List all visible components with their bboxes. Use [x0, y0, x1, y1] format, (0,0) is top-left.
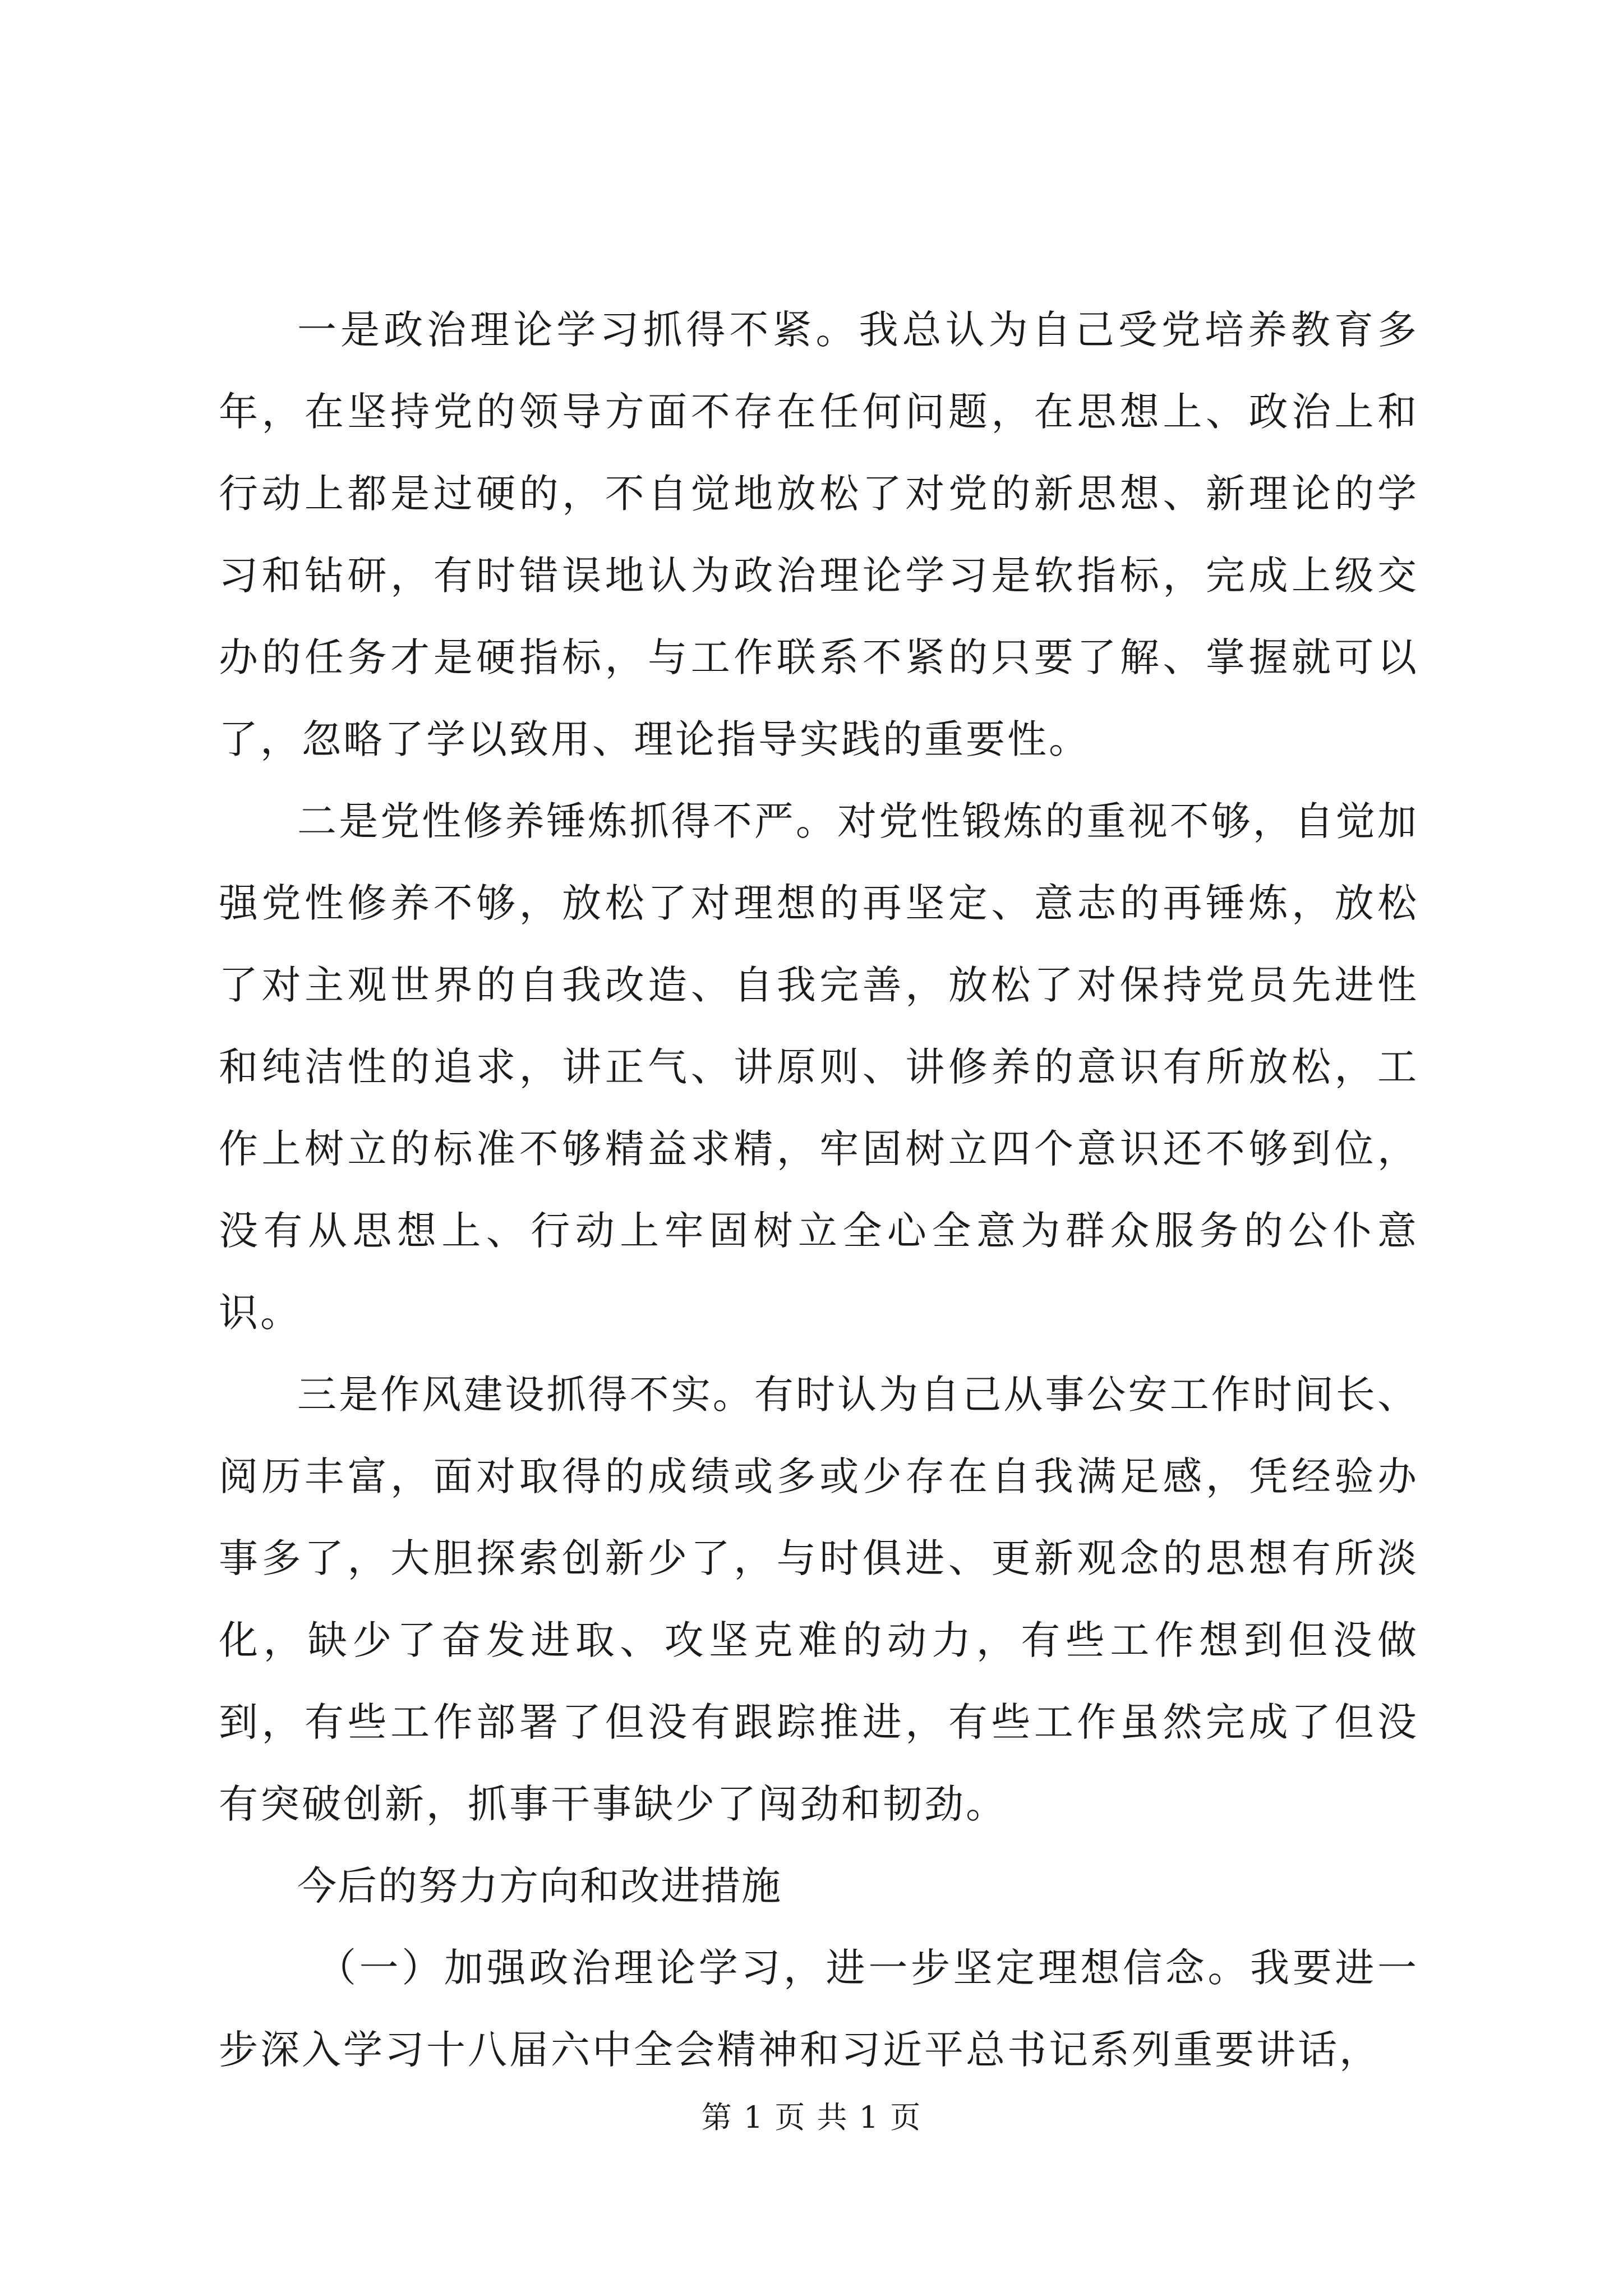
paragraph-political-theory: 一是政治理论学习抓得不紧。我总认为自己受党培养教育多年，在坚持党的领导方面不存在任何问题，在思想上、政治上和行动上都是过硬的，不自觉地放松了对党的新思想、新理论的学习和钻研，有时错误地认为政治理论学习是软指标，完成上级交办的任务才是硬指标，与工作联系不紧的只要了解、掌握就可以了，忽略了学以致用、理论指导实践的重要性。	[219, 307, 1419, 762]
paragraph-party-spirit: 二是党性修养锤炼抓得不严。对党性锻炼的重视不够，自觉加强党性修养不够，放松了对理想的再坚定、意志的再锤炼，放松了对主观世界的自我改造、自我完善，放松了对保持党员先进性和纯洁性的追求，讲正气、讲原则、讲修养的意识有所放松，工作上树立的标准不够精益求精，牢固树立四个意识还不够到位，没有从思想上、行动上牢固树立全心全意为群众服务的公仆意识。	[219, 798, 1419, 1336]
paragraph-measure-one: （一）加强政治理论学习，进一步坚定理想信念。我要进一步深入学习十八届六中全会精神和习近平总书记系列重要讲话，	[219, 1945, 1419, 2073]
paragraph-work-style: 三是作风建设抓得不实。有时认为自己从事公安工作时间长、阅历丰富，面对取得的成绩或多或少存在自我满足感，凭经验办事多了，大胆探索创新少了，与时俱进、更新观念的思想有所淡化，缺少了奋发进取、攻坚克难的动力，有些工作想到但没做到，有些工作部署了但没有跟踪推进，有些工作虽然完成了但没有突破创新，抓事干事缺少了闯劲和韧劲。	[219, 1372, 1419, 1827]
document-body	[219, 289, 1419, 2091]
page-footer: 第 1 页 共 1 页	[701, 2100, 922, 2135]
section-heading: 今后的努力方向和改进措施	[297, 1863, 782, 1909]
